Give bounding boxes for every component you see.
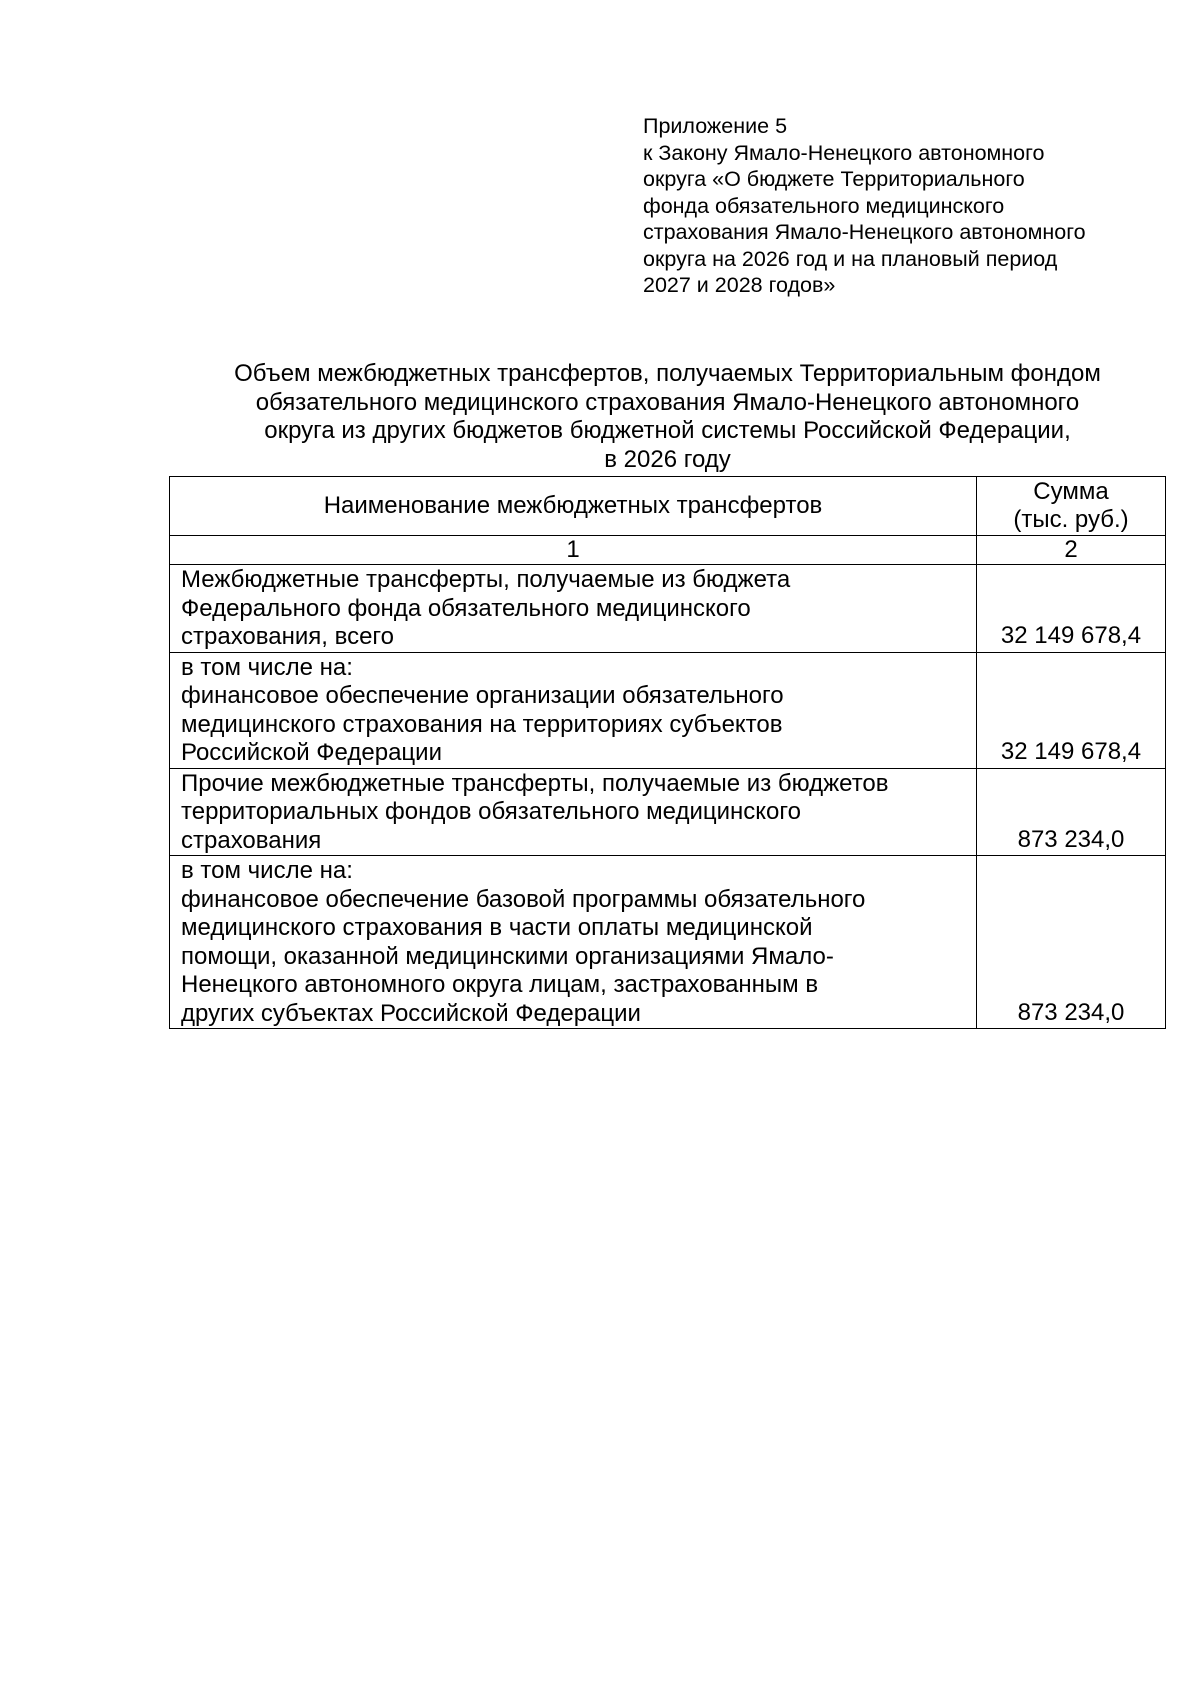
transfer-name-line: в том числе на:	[181, 653, 353, 681]
table-header-row	[170, 477, 1166, 536]
transfer-name-line: Российской Федерации	[181, 739, 442, 766]
title-line: в 2026 году	[604, 445, 731, 473]
transfers-table	[169, 476, 1166, 1029]
transfer-sum-cell: 873 234,0	[977, 856, 1166, 1029]
transfer-sum-cell: 873 234,0	[977, 768, 1166, 856]
appendix-line: фонда обязательного медицинского	[643, 193, 1005, 218]
transfer-name-line: Межбюджетные трансферты, получаемые из бюджета	[181, 566, 791, 593]
appendix-line: к Закону Ямало-Ненецкого автономного	[643, 140, 1045, 165]
table-row	[170, 856, 1166, 1029]
transfer-name-line: медицинского страхования на территориях субъектов	[181, 710, 783, 738]
table-row	[170, 565, 1166, 653]
transfer-name-line: других субъектах Российской Федерации	[181, 999, 641, 1027]
transfer-name-line: Федерального фонда обязательного медицинского	[181, 594, 751, 622]
appendix-line: округа «О бюджете Территориального	[643, 167, 1025, 191]
transfer-name-line: в том числе на:	[181, 857, 353, 884]
column-index: 2	[977, 536, 1166, 565]
transfer-sum-cell: 32 149 678,4	[977, 652, 1166, 768]
header-name-cell: Наименование межбюджетных трансфертов	[170, 477, 977, 536]
transfer-name-line: финансовое обеспечение базовой программы обязательного	[181, 885, 866, 913]
transfer-name-cell	[170, 856, 977, 1029]
transfer-name-line: медицинского страхования в части оплаты медицинской	[181, 914, 813, 941]
appendix-line: 2027 и 2028 годов»	[643, 273, 836, 297]
appendix-line: страхования Ямало-Ненецкого автономного	[643, 220, 1086, 244]
transfer-name-cell	[170, 768, 977, 856]
transfer-name-cell	[170, 565, 977, 653]
appendix-line: Приложение 5	[643, 114, 788, 138]
transfer-name-line: финансовое обеспечение организации обязательного	[181, 682, 784, 709]
transfer-sum-cell: 32 149 678,4	[977, 565, 1166, 653]
transfer-name-line: страхования, всего	[181, 623, 394, 650]
transfer-name-line: Ненецкого автономного округа лицам, застрахованным в	[181, 971, 819, 998]
title-line: обязательного медицинского страхования Ямало-Ненецкого автономного	[255, 388, 1080, 416]
appendix-note	[643, 113, 1163, 299]
title-line: Объем межбюджетных трансфертов, получаемых Территориальным фондом	[234, 360, 1101, 387]
title-line: округа из других бюджетов бюджетной системы Российской Федерации,	[264, 417, 1071, 444]
transfer-name-line: помощи, оказанной медицинскими организациями Ямало-	[181, 942, 834, 970]
table-row	[170, 768, 1166, 856]
transfer-name-line: территориальных фондов обязательного медицинского	[181, 798, 801, 825]
table-index-row	[170, 536, 1166, 565]
header-sum-label: Сумма	[1033, 477, 1109, 505]
transfer-name-cell	[170, 652, 977, 768]
header-sum-unit: (тыс. руб.)	[1013, 506, 1129, 533]
transfer-name-line: страхования	[181, 826, 322, 854]
header-sum-cell	[977, 477, 1166, 536]
table-row	[170, 652, 1166, 768]
appendix-line: округа на 2026 год и на плановый период	[643, 246, 1058, 271]
document-title	[170, 360, 1165, 474]
transfer-name-line: Прочие межбюджетные трансферты, получаемые из бюджетов	[181, 769, 889, 797]
column-index: 1	[170, 536, 977, 565]
